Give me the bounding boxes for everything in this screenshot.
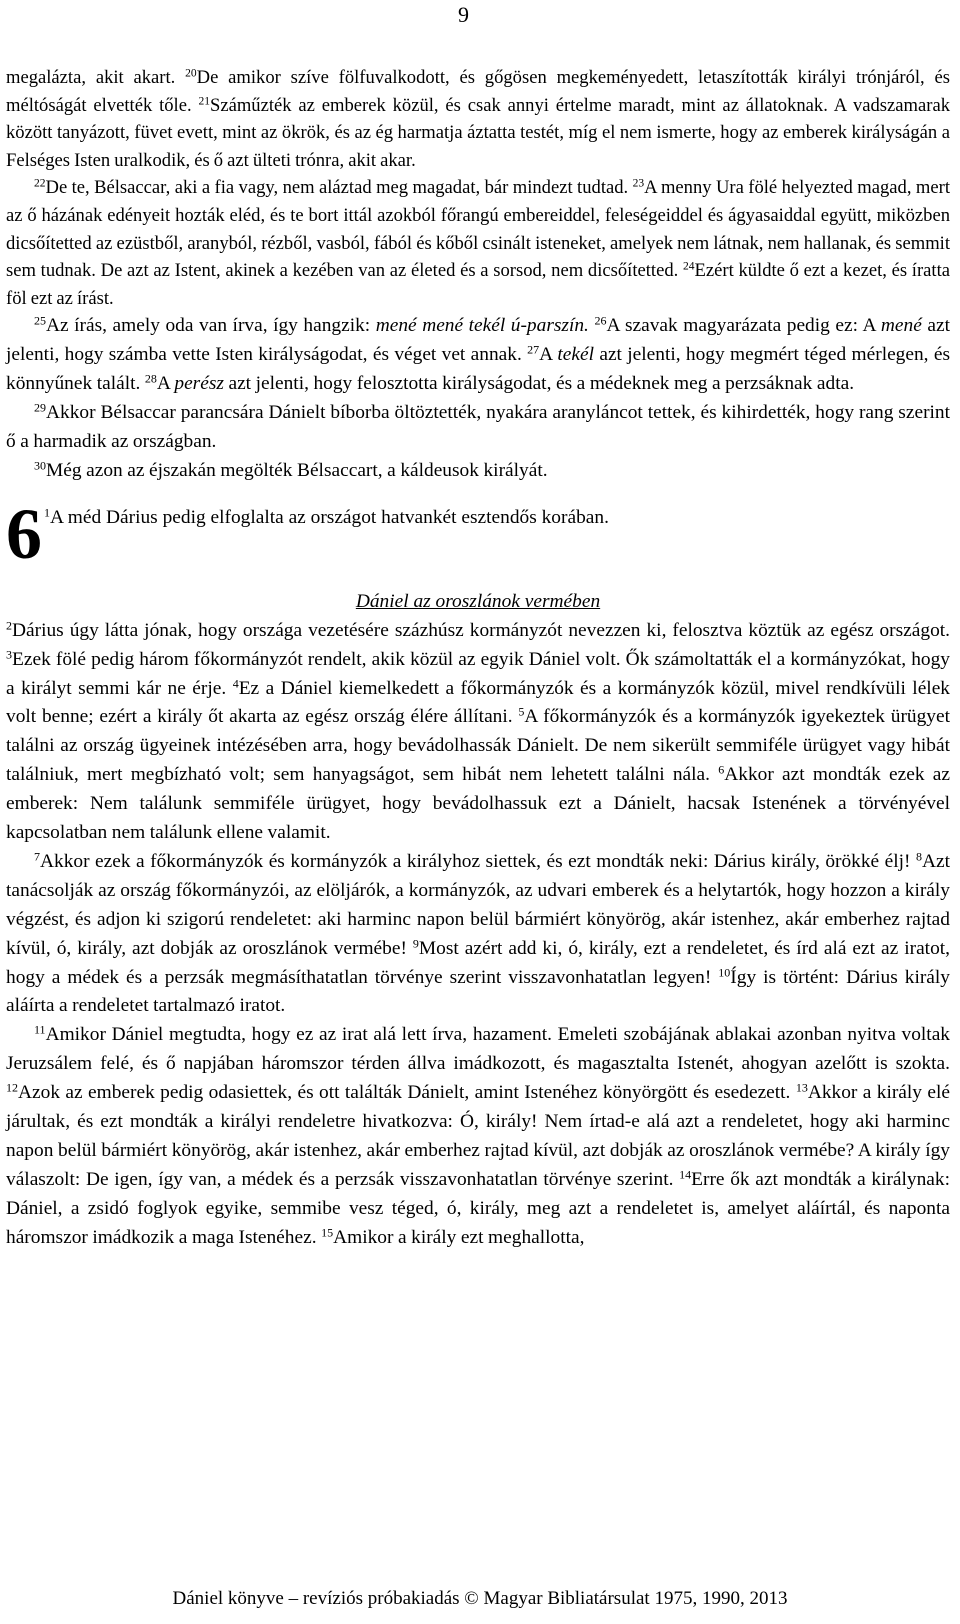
text-segment: A [539, 344, 558, 366]
text-segment: A [156, 373, 175, 395]
text-segment: A menny Ura fölé helyezted magad, mert az ő házának edényeit hozták eléd, és te bort ittál azokból főrangú embereiddel, feleségeiddel és ágyasaiddal együtt, miközben dicsőítetted az ezüstből, aranyból, rézből, vasból, fából és kőből csinált isteneket, amelyek nem látnak, nem hallanak, és semmit sem tudnak. De azt az Istent, akinek a kezében van az életed és a sorsod, nem dicsőítetted. [6, 177, 950, 282]
section-heading: Dániel az oroszlánok vermében [355, 590, 601, 612]
emphasized-text: mené mené tekél ú-parszín. [375, 315, 589, 337]
text-segment: Akkor Bélsaccar parancsára Dánielt bíborba öltöztették, nyakára aranyláncot tettek, és kihirdették, hogy rang szerint ő a harmadik az országban. [6, 402, 950, 452]
verse-number: 29 [34, 400, 47, 415]
document-body [6, 64, 950, 1253]
verse-number: 1 [44, 505, 51, 520]
verse-number: 4 [232, 675, 239, 690]
emphasized-text: perész [174, 373, 224, 395]
verse-number: 3 [6, 646, 13, 661]
verse-number: 25 [34, 313, 47, 328]
verse-number: 11 [34, 1022, 46, 1037]
emphasized-text: tekél [557, 344, 595, 366]
verse-number: 2 [6, 618, 13, 633]
verse-number: 7 [34, 849, 41, 864]
text-segment: Akkor ezek a főkormányzók és kormányzók a királyhoz siettek, és ezt mondták neki: Dárius király, örökké élj! [40, 850, 916, 872]
text-segment: Most azért add ki, ó, király, ezt a rendeletet, és írd alá ezt az iratot, hogy a médek és a perzsák megmásíthatatlan törvénye szerint visszavonhatatlan legyen! [6, 937, 950, 988]
verse-number: 13 [795, 1080, 808, 1095]
chapter-number: 6 [6, 493, 42, 574]
chapter-first-verse [44, 504, 609, 533]
verse-number: 28 [144, 371, 157, 386]
text-segment: Száműzték az emberek közül, és csak annyi értelme maradt, mint az állatoknak. A vadszamarak között tanyázott, füvet evett, mint az ökrök, és az ég harmatja áztatta testét, míg el nem ismerte, hogy az emberek királyságán a Felséges Isten uralkodik, és ő azt ülteti trónra, akit akar. [6, 94, 950, 171]
text-segment: Azt tanácsolják az ország főkormányzói, az elöljárók, a kormányzók, az udvari emberek és a helytartók, hogy hozzon a király végzést, és adjon ki szigorú rendeletet: aki harminc napon belül bármiért könyörög, akár istenhez, akár emberhez rajtad kívül, ó, király, azt dobják az oroszlánok vermébe! [6, 850, 950, 959]
paragraph [6, 457, 950, 486]
text-segment: Ez a Dániel kiemelkedett a főkormányzók és a kormányzók közül, mivel rendkívüli lélek volt benne; ezért a király őt akarta az egész ország élére állítani. [6, 677, 950, 728]
verse-number: 22 [34, 178, 46, 191]
verse-text: A méd Dárius pedig elfoglalta az országot hatvankét esztendős korában. [50, 506, 609, 528]
text-segment: De amikor szíve fölfuvalkodott, és gőgösen megkeményedett, letaszították királyi trónjáról, és méltóságát elvették tőle. [6, 67, 951, 116]
text-segment: Amikor a király ezt meghallotta, [333, 1226, 585, 1248]
text-segment: A főkormányzók és a kormányzók igyekeztek ürügyet találni az ország ügyeinek intézésében arra, hogy bevádolhassák Dánielt. De nem sikerült semmiféle ürügyet vagy hibát találniuk, mert megbízható volt; sem hanyagságot, sem hibát nem lehetett találni nála. [6, 706, 950, 786]
text-segment: Így is történt: Dárius király aláírta a rendeletet tartalmazó iratot. [6, 966, 950, 1017]
text-segment: megalázta, akit akart. [6, 67, 186, 88]
verses-chapter-6 [6, 617, 950, 1253]
text-segment: azt jelenti, hogy számba vette Isten királyságodat, és véget vet annak. [6, 315, 950, 366]
text-segment: azt jelenti, hogy megmért téged mérlegen, és könnyűnek talált. [6, 344, 951, 395]
text-segment: Akkor a király elé járultak, és ezt mondták a királyi rendeletre hivatkozva: Ó, király! Nem írtad-e alá azt a rendeletet, hogy aki harminc napon belül bármiért könyörög, akár istenhez, akár emberhez rajtad kívül, azt dobják az oroszlánok vermébe? A király így válaszolt: De igen, így van, a médek és a perzsák visszavonhatatlan törvénye szerint. [6, 1082, 950, 1190]
verse-number: 21 [198, 95, 210, 108]
text-segment: De te, Bélsaccar, aki a fia vagy, nem aláztad meg magadat, bár mindezt tudtad. [45, 177, 633, 199]
page-number: 9 [458, 2, 469, 27]
text-segment: A szavak magyarázata pedig ez: A [606, 315, 881, 337]
paragraph [6, 312, 950, 399]
verse-number: 20 [185, 67, 197, 80]
paragraph [6, 64, 950, 174]
text-segment: Ezért küldte ő ezt a kezet, és íratta föl ezt az írást. [6, 260, 951, 309]
paragraph [6, 617, 950, 848]
verse-number: 30 [34, 458, 47, 473]
chapter-start [6, 493, 950, 576]
verse-number: 27 [527, 342, 540, 357]
verse-number: 23 [632, 178, 645, 191]
verse-number: 5 [518, 704, 525, 719]
verse-number: 8 [915, 849, 922, 864]
paragraph [6, 1021, 950, 1252]
verse-number: 14 [679, 1167, 692, 1182]
verse-number: 26 [594, 313, 607, 328]
verses-chapter-5 [6, 64, 950, 486]
text-segment: Erre ők azt mondták a királynak: Dániel, a zsidó foglyok egyike, semmibe vesz téged, ó, király, meg azt a rendeletet is, amelyet aláírtál, és naponta háromszor imádkozik a maga Istenéhez. [6, 1168, 950, 1248]
text-segment: Azok az emberek pedig odasiettek, és ott találták Dánielt, amint Istenéhez könyörgött és esedezett. [18, 1082, 796, 1104]
paragraph [6, 174, 950, 312]
paragraph [6, 399, 950, 457]
verse-number: 15 [321, 1225, 334, 1240]
verse-number: 24 [683, 260, 695, 273]
text-segment: Még azon az éjszakán megölték Bélsaccart, a káldeusok királyát. [46, 459, 548, 481]
verse-number: 12 [6, 1080, 19, 1095]
page-footer: Dániel könyve – revíziós próbakiadás © Magyar Bibliatársulat 1975, 1990, 2013 [172, 1588, 788, 1609]
verse-number: 10 [718, 964, 731, 979]
verse-number: 6 [718, 762, 725, 777]
text-segment: Amikor Dániel megtudta, hogy ez az irat alá lett írva, hazament. Emeleti szobájának ablakai azonban nyitva voltak Jeruzsálem felé, és ő napjában háromszor térden állva imádkozott, és magasztalta Istenét, ahogyan azelőtt is szokta. [6, 1024, 950, 1075]
text-segment: Akkor azt mondták ezek az emberek: Nem találunk semmiféle ürügyet, hogy bevádolhassuk ezt a Dánielt, hacsak Istenének a törvényével kapcsolatban nem találunk ellene valamit. [6, 764, 950, 844]
verse-number: 9 [412, 936, 419, 951]
emphasized-text: mené [880, 315, 922, 337]
paragraph [6, 848, 950, 1021]
text-segment: Ezek fölé pedig három főkormányzót rendelt, akik közül az egyik Dániel volt. Ők számoltatták el a kormányzókat, hogy a királyt semmi kár ne érje. [6, 648, 950, 699]
text-segment: Dárius úgy látta jónak, hogy országa vezetésére százhúsz kormányzót nevezzen ki, felosztva köztük az egész országot. [12, 619, 950, 641]
text-segment: azt jelenti, hogy felosztotta királyságodat, és a médeknek meg a perzsáknak adta. [223, 373, 855, 395]
text-segment: Az írás, amely oda van írva, így hangzik: [46, 315, 376, 337]
